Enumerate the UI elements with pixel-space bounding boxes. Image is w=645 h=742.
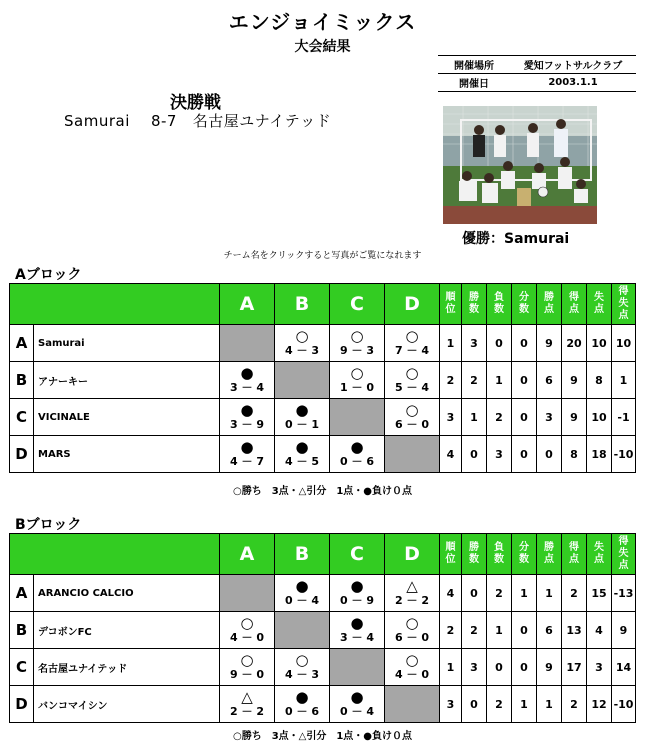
winner-label: 優勝：Samurai bbox=[462, 231, 570, 247]
team-letter: C bbox=[10, 399, 34, 436]
match-result-cell bbox=[385, 575, 440, 612]
stat-value: 0 bbox=[512, 649, 537, 686]
stat-header bbox=[537, 534, 562, 575]
match-result-cell bbox=[330, 325, 385, 362]
result-symbol: ● bbox=[240, 401, 254, 419]
stat-header-label: 負数 bbox=[494, 542, 504, 565]
stat-value: 17 bbox=[562, 649, 587, 686]
match-score: 0 － 6 bbox=[285, 705, 319, 718]
column-header: C bbox=[330, 534, 385, 575]
header-blank bbox=[10, 534, 220, 575]
result-symbol: ● bbox=[350, 688, 364, 706]
match-result-cell bbox=[220, 362, 275, 399]
winner-team-photo bbox=[443, 106, 597, 224]
match-score: 7 － 4 bbox=[395, 344, 429, 357]
match-result-cell bbox=[330, 436, 385, 473]
result-symbol: △ bbox=[406, 577, 418, 595]
match-score: 4 － 7 bbox=[230, 455, 264, 468]
stat-value: 8 bbox=[587, 362, 612, 399]
block-b-legend: ○勝ち 3点・△引分 1点・●負け０点 bbox=[232, 731, 413, 742]
result-symbol: ○ bbox=[405, 651, 419, 669]
stat-value: 10 bbox=[587, 399, 612, 436]
table-row bbox=[10, 686, 636, 723]
stat-value: 2 bbox=[462, 612, 487, 649]
self-match-cell bbox=[220, 575, 275, 612]
match-result-cell bbox=[220, 612, 275, 649]
stat-value: 9 bbox=[612, 612, 636, 649]
stat-value: 3 bbox=[440, 686, 462, 723]
stat-header bbox=[487, 534, 512, 575]
team-letter: A bbox=[10, 325, 34, 362]
match-score: 1 － 0 bbox=[340, 381, 374, 394]
result-symbol: ○ bbox=[405, 364, 419, 382]
match-score: 2 － 2 bbox=[395, 594, 429, 607]
stat-header bbox=[612, 284, 636, 325]
stat-value: 1 bbox=[487, 362, 512, 399]
stat-value: 1 bbox=[612, 362, 636, 399]
stat-header bbox=[462, 284, 487, 325]
stat-value: 2 bbox=[462, 362, 487, 399]
table-row bbox=[10, 436, 636, 473]
stat-value: 0 bbox=[512, 399, 537, 436]
stat-value: 15 bbox=[587, 575, 612, 612]
match-score: 4 － 3 bbox=[285, 344, 319, 357]
stat-value: 1 bbox=[487, 612, 512, 649]
column-header: D bbox=[385, 534, 440, 575]
stat-header-label: 勝点 bbox=[544, 292, 554, 315]
stat-value: 1 bbox=[512, 686, 537, 723]
self-match-cell bbox=[330, 399, 385, 436]
result-symbol: ● bbox=[350, 438, 364, 456]
header-blank bbox=[10, 284, 220, 325]
result-symbol: ● bbox=[350, 614, 364, 632]
column-header: C bbox=[330, 284, 385, 325]
team-name-link[interactable]: ARANCIO CALCIO bbox=[34, 575, 220, 612]
result-symbol: ○ bbox=[295, 651, 309, 669]
stat-value: 13 bbox=[562, 612, 587, 649]
stat-header bbox=[440, 284, 462, 325]
result-symbol: ● bbox=[350, 577, 364, 595]
stat-value: 4 bbox=[440, 575, 462, 612]
match-score: 4 － 5 bbox=[285, 455, 319, 468]
stat-value: 3 bbox=[487, 436, 512, 473]
team-letter: D bbox=[10, 436, 34, 473]
result-symbol: ○ bbox=[240, 651, 254, 669]
stat-header bbox=[612, 534, 636, 575]
block-b-title: Bブロック bbox=[15, 517, 82, 533]
final-team1: Samurai bbox=[64, 112, 130, 130]
match-result-cell bbox=[330, 686, 385, 723]
self-match-cell bbox=[275, 612, 330, 649]
stat-header bbox=[462, 534, 487, 575]
stat-value: 8 bbox=[562, 436, 587, 473]
stat-header bbox=[512, 534, 537, 575]
stat-header bbox=[537, 284, 562, 325]
venue-label: 開催場所 bbox=[438, 56, 510, 74]
result-symbol: ○ bbox=[405, 614, 419, 632]
match-score: 9 － 3 bbox=[340, 344, 374, 357]
table-row bbox=[10, 649, 636, 686]
stat-header-label: 得点 bbox=[569, 542, 579, 565]
team-name-link[interactable]: バンコマイシン bbox=[34, 686, 220, 723]
venue-value: 愛知フットサルクラブ bbox=[510, 56, 636, 74]
table-header-row bbox=[10, 534, 636, 575]
stat-value: 9 bbox=[537, 325, 562, 362]
event-info-table bbox=[438, 55, 636, 92]
result-symbol: ○ bbox=[405, 327, 419, 345]
stat-header-label: 得失点 bbox=[618, 536, 629, 571]
match-result-cell bbox=[385, 362, 440, 399]
table-row bbox=[10, 575, 636, 612]
match-score: 0 － 4 bbox=[340, 705, 374, 718]
stat-value: 1 bbox=[512, 575, 537, 612]
stat-value: 2 bbox=[440, 362, 462, 399]
match-score: 4 － 0 bbox=[395, 668, 429, 681]
column-header: B bbox=[275, 534, 330, 575]
match-result-cell bbox=[385, 649, 440, 686]
stat-header-label: 順位 bbox=[445, 542, 456, 565]
stat-value: 1 bbox=[440, 325, 462, 362]
stat-header bbox=[487, 284, 512, 325]
stat-value: 12 bbox=[587, 686, 612, 723]
stat-value: 0 bbox=[487, 649, 512, 686]
match-result-cell bbox=[330, 575, 385, 612]
stat-value: 0 bbox=[462, 436, 487, 473]
result-symbol: ○ bbox=[405, 401, 419, 419]
stat-header-label: 分数 bbox=[519, 542, 529, 565]
team-name-link[interactable]: VICINALE bbox=[34, 399, 220, 436]
self-match-cell bbox=[220, 325, 275, 362]
match-score: 0 － 1 bbox=[285, 418, 319, 431]
stat-header bbox=[587, 534, 612, 575]
stat-value: 10 bbox=[587, 325, 612, 362]
stat-value: 3 bbox=[587, 649, 612, 686]
match-score: 3 － 4 bbox=[340, 631, 374, 644]
final-score: 8-7 bbox=[150, 112, 177, 130]
stat-header-label: 勝数 bbox=[469, 292, 479, 315]
match-result-cell bbox=[275, 325, 330, 362]
team-name-link[interactable]: MARS bbox=[34, 436, 220, 473]
stat-header bbox=[587, 284, 612, 325]
stat-value: 9 bbox=[562, 399, 587, 436]
match-result-cell bbox=[330, 612, 385, 649]
block-a-table bbox=[9, 283, 636, 473]
match-result-cell bbox=[275, 436, 330, 473]
page-subtitle: 大会結果 bbox=[294, 39, 351, 55]
stat-header-label: 失点 bbox=[594, 542, 604, 565]
result-symbol: ● bbox=[295, 688, 309, 706]
stat-value: 2 bbox=[562, 686, 587, 723]
block-a-legend: ○勝ち 3点・△引分 1点・●負け０点 bbox=[232, 486, 413, 497]
stat-value: 18 bbox=[587, 436, 612, 473]
stat-header bbox=[562, 534, 587, 575]
photo-note: チーム名をクリックすると写真がご覧になれます bbox=[223, 251, 422, 261]
table-row bbox=[10, 399, 636, 436]
stat-value: 9 bbox=[562, 362, 587, 399]
stat-value: -10 bbox=[612, 686, 636, 723]
stat-value: 0 bbox=[462, 575, 487, 612]
match-result-cell bbox=[220, 649, 275, 686]
column-header: D bbox=[385, 284, 440, 325]
stat-header bbox=[440, 534, 462, 575]
team-name-link[interactable]: 名古屋ユナイテッド bbox=[34, 649, 220, 686]
stat-value: -1 bbox=[612, 399, 636, 436]
match-score: 4 － 3 bbox=[285, 668, 319, 681]
column-header: A bbox=[220, 284, 275, 325]
stat-header-label: 勝点 bbox=[544, 542, 554, 565]
stat-value: 2 bbox=[562, 575, 587, 612]
stat-value: 4 bbox=[587, 612, 612, 649]
stat-value: 2 bbox=[487, 686, 512, 723]
team-letter: A bbox=[10, 575, 34, 612]
block-a-title: Aブロック bbox=[15, 267, 82, 283]
self-match-cell bbox=[330, 649, 385, 686]
stat-value: 2 bbox=[487, 399, 512, 436]
match-score: 6 － 0 bbox=[395, 631, 429, 644]
stat-value: 0 bbox=[487, 325, 512, 362]
stat-header-label: 勝数 bbox=[469, 542, 479, 565]
result-symbol: △ bbox=[241, 688, 253, 706]
stat-value: 20 bbox=[562, 325, 587, 362]
stat-value: 1 bbox=[537, 686, 562, 723]
stat-header-label: 分数 bbox=[519, 292, 529, 315]
stat-header-label: 得失点 bbox=[618, 286, 629, 321]
match-result-cell bbox=[220, 399, 275, 436]
column-header: B bbox=[275, 284, 330, 325]
match-score: 3 － 9 bbox=[230, 418, 264, 431]
stat-value: 14 bbox=[612, 649, 636, 686]
match-result-cell bbox=[385, 612, 440, 649]
stat-header-label: 得点 bbox=[569, 292, 579, 315]
stat-header-label: 順位 bbox=[445, 292, 456, 315]
stat-value: -13 bbox=[612, 575, 636, 612]
team-letter: C bbox=[10, 649, 34, 686]
stat-header-label: 失点 bbox=[594, 292, 604, 315]
stat-value: 3 bbox=[537, 399, 562, 436]
team-letter: B bbox=[10, 612, 34, 649]
result-symbol: ○ bbox=[350, 364, 364, 382]
match-score: 2 － 2 bbox=[230, 705, 264, 718]
stat-value: 3 bbox=[440, 399, 462, 436]
team-name-link[interactable]: デコボンFC bbox=[34, 612, 220, 649]
date-value: 2003.1.1 bbox=[510, 74, 636, 92]
team-name-link[interactable]: Samurai bbox=[34, 325, 220, 362]
match-score: 5 － 4 bbox=[395, 381, 429, 394]
match-result-cell bbox=[330, 362, 385, 399]
match-result-cell bbox=[275, 649, 330, 686]
result-symbol: ○ bbox=[240, 614, 254, 632]
match-score: 0 － 6 bbox=[340, 455, 374, 468]
match-score: 0 － 9 bbox=[340, 594, 374, 607]
stat-value: 0 bbox=[537, 436, 562, 473]
stat-value: 0 bbox=[462, 686, 487, 723]
column-header: A bbox=[220, 534, 275, 575]
match-result-cell bbox=[275, 686, 330, 723]
stat-header bbox=[562, 284, 587, 325]
stat-value: 0 bbox=[512, 436, 537, 473]
result-symbol: ● bbox=[295, 577, 309, 595]
stat-value: 0 bbox=[512, 362, 537, 399]
team-letter: B bbox=[10, 362, 34, 399]
stat-value: 2 bbox=[440, 612, 462, 649]
result-symbol: ● bbox=[295, 438, 309, 456]
final-result bbox=[64, 110, 331, 131]
table-row bbox=[10, 612, 636, 649]
match-result-cell bbox=[220, 686, 275, 723]
stat-value: 3 bbox=[462, 649, 487, 686]
stat-header-label: 負数 bbox=[494, 292, 504, 315]
result-symbol: ● bbox=[240, 438, 254, 456]
stat-value: 10 bbox=[612, 325, 636, 362]
match-result-cell bbox=[385, 399, 440, 436]
table-row bbox=[10, 362, 636, 399]
match-result-cell bbox=[275, 575, 330, 612]
team-name-link[interactable]: アナーキー bbox=[34, 362, 220, 399]
stat-value: 1 bbox=[537, 575, 562, 612]
self-match-cell bbox=[385, 686, 440, 723]
result-symbol: ○ bbox=[295, 327, 309, 345]
stat-value: 4 bbox=[440, 436, 462, 473]
stat-value: 6 bbox=[537, 362, 562, 399]
date-label: 開催日 bbox=[438, 74, 510, 92]
final-title: 決勝戦 bbox=[170, 93, 221, 113]
team-letter: D bbox=[10, 686, 34, 723]
stat-value: 0 bbox=[512, 612, 537, 649]
match-result-cell bbox=[275, 399, 330, 436]
result-symbol: ○ bbox=[350, 327, 364, 345]
stat-value: -10 bbox=[612, 436, 636, 473]
match-score: 4 － 0 bbox=[230, 631, 264, 644]
match-score: 3 － 4 bbox=[230, 381, 264, 394]
stat-value: 1 bbox=[462, 399, 487, 436]
stat-value: 1 bbox=[440, 649, 462, 686]
stat-header bbox=[512, 284, 537, 325]
stat-value: 9 bbox=[537, 649, 562, 686]
self-match-cell bbox=[385, 436, 440, 473]
result-symbol: ● bbox=[240, 364, 254, 382]
stat-value: 3 bbox=[462, 325, 487, 362]
stat-value: 6 bbox=[537, 612, 562, 649]
table-header-row bbox=[10, 284, 636, 325]
self-match-cell bbox=[275, 362, 330, 399]
page-title: エンジョイミックス bbox=[228, 10, 417, 34]
match-result-cell bbox=[220, 436, 275, 473]
final-team2: 名古屋ユナイテッド bbox=[192, 112, 332, 130]
block-b-table bbox=[9, 533, 636, 723]
table-row bbox=[10, 325, 636, 362]
match-score: 0 － 4 bbox=[285, 594, 319, 607]
match-result-cell bbox=[385, 325, 440, 362]
match-score: 6 － 0 bbox=[395, 418, 429, 431]
stat-value: 0 bbox=[512, 325, 537, 362]
result-symbol: ● bbox=[295, 401, 309, 419]
match-score: 9 － 0 bbox=[230, 668, 264, 681]
stat-value: 2 bbox=[487, 575, 512, 612]
